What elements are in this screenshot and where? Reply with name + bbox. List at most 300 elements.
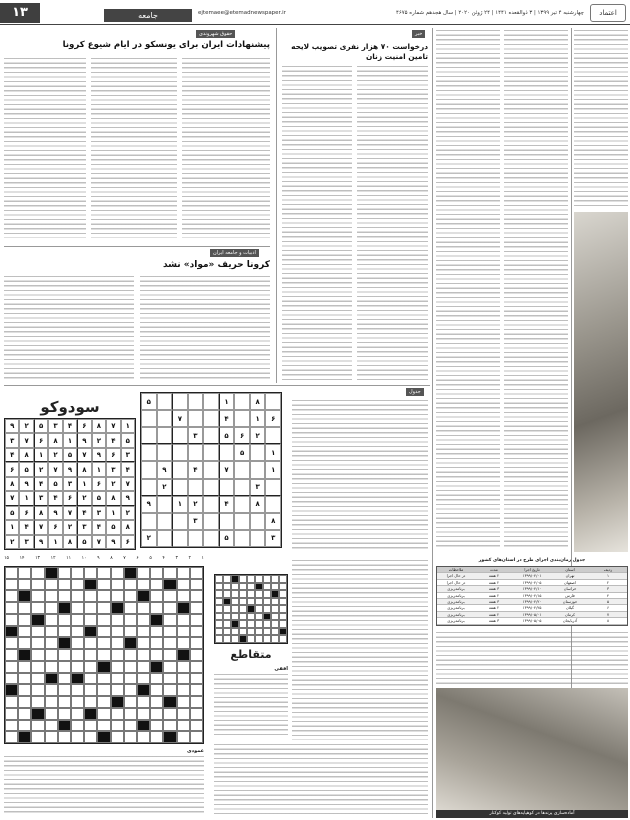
divider [4, 385, 430, 386]
sudoku-cell: ۵ [19, 462, 33, 476]
crossword-cell[interactable] [84, 684, 97, 696]
crossword-cell[interactable] [97, 590, 110, 602]
sudoku-cell[interactable] [265, 496, 281, 513]
sudoku-cell[interactable] [203, 427, 219, 444]
crossword-cell[interactable] [71, 649, 84, 661]
crossword-cell[interactable] [111, 708, 124, 720]
crossword-cell[interactable] [163, 673, 176, 685]
crossword-cell[interactable] [31, 720, 44, 732]
crossword-cell[interactable] [190, 673, 203, 685]
crossword-cell[interactable] [137, 661, 150, 673]
crossword-cell[interactable] [150, 626, 163, 638]
crossword-cell[interactable] [190, 731, 203, 743]
crossword-cell[interactable] [97, 626, 110, 638]
crossword-cell[interactable] [84, 590, 97, 602]
crossword-cell[interactable] [71, 708, 84, 720]
crossword-cell[interactable] [97, 720, 110, 732]
crossword-cell[interactable] [150, 720, 163, 732]
crossword-cell[interactable] [31, 731, 44, 743]
sudoku-cell[interactable]: ۳ [188, 427, 204, 444]
crossword-cell[interactable] [137, 673, 150, 685]
crossword-cell[interactable] [71, 696, 84, 708]
crossword-cell[interactable] [124, 684, 137, 696]
crossword-cell[interactable] [71, 731, 84, 743]
sudoku-cell[interactable] [219, 479, 235, 496]
article-body-col-2 [504, 30, 568, 550]
crossword-cell[interactable] [124, 590, 137, 602]
crossword-cell[interactable] [71, 626, 84, 638]
sudoku-cell[interactable]: ۹ [157, 461, 173, 478]
sudoku-cell[interactable] [219, 444, 235, 461]
crossword-cell[interactable] [18, 684, 31, 696]
crossword-cell[interactable] [5, 567, 18, 579]
crossword-cell[interactable] [45, 626, 58, 638]
sudoku-cell[interactable] [172, 479, 188, 496]
sudoku-cell[interactable]: ۶ [265, 410, 281, 427]
crossword-cell[interactable] [45, 649, 58, 661]
crossword-cell[interactable] [111, 637, 124, 649]
crossword-cell[interactable] [190, 661, 203, 673]
crossword-black-cell [31, 614, 44, 626]
crossword-cell[interactable] [84, 567, 97, 579]
sudoku-cell[interactable]: ۴ [219, 496, 235, 513]
crossword-cell[interactable] [150, 708, 163, 720]
crossword-cell[interactable] [5, 637, 18, 649]
sudoku-cell[interactable] [141, 427, 157, 444]
sudoku-cell[interactable] [234, 496, 250, 513]
crossword-cell[interactable] [18, 673, 31, 685]
sudoku-cell: ۸ [77, 462, 91, 476]
sudoku-cell[interactable]: ۱ [172, 496, 188, 513]
crossword-grid[interactable] [4, 566, 204, 744]
crossword-cell[interactable] [84, 696, 97, 708]
table-cell: ۲ هفته [488, 592, 500, 598]
crossword-cell[interactable] [124, 661, 137, 673]
crossword-cell[interactable] [18, 579, 31, 591]
crossword-cell[interactable] [18, 720, 31, 732]
sudoku-cell[interactable] [141, 513, 157, 530]
sudoku-cell[interactable]: ۸ [265, 513, 281, 530]
crossword-cell[interactable] [190, 626, 203, 638]
crossword-cell[interactable] [111, 649, 124, 661]
sudoku-cell[interactable] [203, 513, 219, 530]
sudoku-cell[interactable] [188, 444, 204, 461]
crossword-cell[interactable] [190, 649, 203, 661]
crossword-cell[interactable] [58, 614, 71, 626]
crossword-cell[interactable] [97, 579, 110, 591]
crossword-cell[interactable] [150, 673, 163, 685]
crossword-cell[interactable] [97, 696, 110, 708]
crossword-cell[interactable] [150, 684, 163, 696]
table-cell: خوزستان [562, 598, 578, 604]
bottom-photo [436, 688, 628, 810]
sudoku-cell[interactable]: ۱ [265, 444, 281, 461]
crossword-cell[interactable] [177, 731, 190, 743]
crossword-cell[interactable] [84, 731, 97, 743]
sudoku-cell[interactable] [157, 444, 173, 461]
crossword-cell[interactable] [31, 579, 44, 591]
crossword-cell[interactable] [124, 626, 137, 638]
crossword-cell[interactable] [177, 626, 190, 638]
crossword-cell[interactable] [97, 614, 110, 626]
sudoku-cell[interactable] [141, 479, 157, 496]
crossword-cell[interactable] [18, 626, 31, 638]
sudoku-cell[interactable] [203, 444, 219, 461]
sudoku-cell[interactable] [141, 444, 157, 461]
solution-cell [231, 635, 239, 643]
sudoku-cell[interactable]: ۲ [141, 530, 157, 547]
crossword-cell[interactable] [18, 637, 31, 649]
left-mid-kicker: ادبیات و جامعه ایران [210, 249, 259, 257]
crossword-cell[interactable] [190, 590, 203, 602]
crossword-cell[interactable] [31, 567, 44, 579]
crossword-cell[interactable] [137, 637, 150, 649]
crossword-cell[interactable] [190, 579, 203, 591]
crossword-cell[interactable] [31, 626, 44, 638]
crossword-cell[interactable] [58, 579, 71, 591]
sudoku-cell[interactable]: ۳ [265, 530, 281, 547]
crossword-cell[interactable] [111, 567, 124, 579]
crossword-cell[interactable] [5, 579, 18, 591]
sudoku-cell[interactable] [172, 530, 188, 547]
sudoku-cell[interactable] [172, 393, 188, 410]
crossword-cell[interactable] [31, 661, 44, 673]
sudoku-cell[interactable]: ۳ [250, 479, 266, 496]
solution-cell [231, 628, 239, 636]
crossword-cell[interactable] [58, 696, 71, 708]
sudoku-cell[interactable] [157, 393, 173, 410]
crossword-cell[interactable] [58, 649, 71, 661]
sudoku-cell[interactable] [250, 461, 266, 478]
crossword-cell[interactable] [31, 649, 44, 661]
crossword-cell[interactable] [111, 590, 124, 602]
crossword-cell[interactable] [124, 708, 137, 720]
crossword-cell[interactable] [124, 649, 137, 661]
crossword-cell[interactable] [163, 649, 176, 661]
crossword-cell[interactable] [190, 708, 203, 720]
crossword-cell[interactable] [31, 637, 44, 649]
crossword-cell[interactable] [163, 708, 176, 720]
crossword-cell[interactable] [58, 590, 71, 602]
crossword-cell[interactable] [45, 731, 58, 743]
crossword-cell[interactable] [45, 684, 58, 696]
crossword-cell[interactable] [84, 614, 97, 626]
sudoku-cell[interactable] [234, 410, 250, 427]
crossword-cell[interactable] [18, 602, 31, 614]
crossword-cell[interactable] [177, 673, 190, 685]
crossword-cell[interactable] [124, 673, 137, 685]
sudoku-cell[interactable]: ۵ [141, 393, 157, 410]
sudoku-cell[interactable] [203, 496, 219, 513]
crossword-cell[interactable] [190, 684, 203, 696]
crossword-cell[interactable] [177, 637, 190, 649]
crossword-cell[interactable] [150, 649, 163, 661]
solution-cell [215, 583, 223, 591]
sudoku-cell[interactable] [234, 393, 250, 410]
sudoku-cell[interactable] [203, 530, 219, 547]
sudoku-cell[interactable] [234, 461, 250, 478]
sudoku-cell[interactable] [234, 530, 250, 547]
crossword-cell[interactable] [190, 567, 203, 579]
crossword-cell[interactable] [5, 731, 18, 743]
crossword-cell[interactable] [111, 661, 124, 673]
solution-cell [255, 605, 263, 613]
crossword-cell[interactable] [45, 661, 58, 673]
sudoku-cell: ۶ [63, 491, 77, 505]
sudoku-cell[interactable]: ۸ [250, 393, 266, 410]
crossword-cell[interactable] [137, 567, 150, 579]
sudoku-cell[interactable]: ۴ [219, 410, 235, 427]
crossword-cell[interactable] [18, 614, 31, 626]
crossword-cell[interactable] [177, 567, 190, 579]
crossword-cell[interactable] [177, 579, 190, 591]
sudoku-cell[interactable]: ۷ [172, 410, 188, 427]
crossword-cell[interactable] [111, 684, 124, 696]
sudoku-cell[interactable]: ۱ [265, 461, 281, 478]
crossword-cell[interactable] [5, 661, 18, 673]
crossword-cell[interactable] [163, 720, 176, 732]
crossword-cell[interactable] [163, 684, 176, 696]
crossword-cell[interactable] [5, 708, 18, 720]
crossword-cell[interactable] [124, 579, 137, 591]
sudoku-cell[interactable] [157, 530, 173, 547]
sudoku-cell: ۷ [77, 448, 91, 462]
crossword-cell[interactable] [58, 708, 71, 720]
crossword-cell[interactable] [163, 567, 176, 579]
sudoku-cell[interactable]: ۲ [250, 427, 266, 444]
crossword-cell[interactable] [45, 590, 58, 602]
crossword-cell[interactable] [58, 567, 71, 579]
crossword-cell[interactable] [137, 649, 150, 661]
sudoku-cell[interactable]: ۸ [250, 496, 266, 513]
sudoku-cell[interactable] [203, 461, 219, 478]
crossword-cell[interactable] [177, 590, 190, 602]
sudoku-cell[interactable] [172, 513, 188, 530]
crossword-cell[interactable] [71, 637, 84, 649]
crossword-cell[interactable] [163, 602, 176, 614]
crossword-cell[interactable] [150, 731, 163, 743]
sudoku-puzzle-grid[interactable] [140, 392, 282, 548]
sudoku-cell[interactable] [188, 410, 204, 427]
crossword-cell[interactable] [190, 614, 203, 626]
email-address[interactable]: ejtemaee@etemadnewspaper.ir [198, 10, 286, 16]
crossword-cell[interactable] [71, 567, 84, 579]
crossword-cell[interactable] [45, 696, 58, 708]
crossword-cell[interactable] [177, 720, 190, 732]
crossword-cell[interactable] [5, 590, 18, 602]
crossword-cell[interactable] [150, 567, 163, 579]
sudoku-cell[interactable] [234, 513, 250, 530]
crossword-cell[interactable] [58, 661, 71, 673]
crossword-cell[interactable] [124, 602, 137, 614]
sudoku-cell[interactable]: ۹ [141, 496, 157, 513]
sudoku-cell[interactable] [250, 530, 266, 547]
sudoku-cell[interactable] [250, 444, 266, 461]
crossword-cell[interactable] [97, 567, 110, 579]
crossword-cell[interactable] [45, 579, 58, 591]
sudoku-cell[interactable] [157, 513, 173, 530]
sudoku-cell[interactable] [203, 479, 219, 496]
sudoku-cell: ۴ [48, 491, 62, 505]
crossword-cell[interactable] [71, 720, 84, 732]
crossword-cell[interactable] [97, 684, 110, 696]
sudoku-cell: ۸ [106, 491, 120, 505]
crossword-cell[interactable] [163, 614, 176, 626]
crossword-cell[interactable] [84, 602, 97, 614]
crossword-cell[interactable] [58, 731, 71, 743]
crossword-cell[interactable] [163, 626, 176, 638]
crossword-cell[interactable] [137, 614, 150, 626]
crossword-cell[interactable] [45, 602, 58, 614]
sudoku-cell[interactable] [188, 479, 204, 496]
crossword-cell[interactable] [150, 637, 163, 649]
crossword-cell[interactable] [45, 708, 58, 720]
crossword-cell[interactable] [150, 590, 163, 602]
crossword-cell[interactable] [45, 720, 58, 732]
crossword-cell[interactable] [31, 684, 44, 696]
crossword-cell[interactable] [124, 614, 137, 626]
crossword-cell[interactable] [137, 626, 150, 638]
crossword-cell[interactable] [177, 661, 190, 673]
sudoku-cell[interactable] [234, 479, 250, 496]
crossword-cell[interactable] [5, 602, 18, 614]
sudoku-cell[interactable] [188, 393, 204, 410]
sudoku-cell[interactable]: ۶ [234, 427, 250, 444]
crossword-cell[interactable] [190, 602, 203, 614]
sudoku-cell: ۱ [48, 535, 62, 549]
crossword-cell[interactable] [31, 673, 44, 685]
crossword-cell[interactable] [111, 579, 124, 591]
crossword-cell[interactable] [111, 720, 124, 732]
crossword-cell[interactable] [150, 602, 163, 614]
crossword-cell[interactable] [190, 637, 203, 649]
sudoku-cell[interactable] [265, 479, 281, 496]
crossword-cell[interactable] [163, 637, 176, 649]
crossword-cell[interactable] [177, 684, 190, 696]
crossword-cell[interactable] [31, 696, 44, 708]
crossword-cell[interactable] [71, 579, 84, 591]
sudoku-cell: ۴ [106, 433, 120, 447]
header-divider [0, 24, 630, 25]
crossword-cell[interactable] [58, 684, 71, 696]
crossword-cell[interactable] [137, 731, 150, 743]
sudoku-cell[interactable] [157, 496, 173, 513]
crossword-cell[interactable] [137, 579, 150, 591]
crossword-cell[interactable] [84, 637, 97, 649]
crossword-cell[interactable] [18, 567, 31, 579]
crossword-cell[interactable] [111, 673, 124, 685]
table-header-cell: استان [565, 567, 575, 572]
crossword-cell[interactable] [58, 673, 71, 685]
crossword-cell[interactable] [111, 731, 124, 743]
crossword-cell[interactable] [18, 661, 31, 673]
crossword-cell[interactable] [84, 661, 97, 673]
crossword-cell[interactable] [58, 626, 71, 638]
crossword-cell[interactable] [177, 708, 190, 720]
sudoku-cell[interactable] [157, 410, 173, 427]
solution-cell [255, 598, 263, 606]
crossword-cell[interactable] [45, 614, 58, 626]
sudoku-cell[interactable]: ۵ [219, 427, 235, 444]
crossword-cell[interactable] [124, 720, 137, 732]
crossword-cell[interactable] [190, 720, 203, 732]
crossword-cell[interactable] [71, 684, 84, 696]
crossword-cell[interactable] [163, 590, 176, 602]
sudoku-cell[interactable]: ۱ [219, 393, 235, 410]
crossword-cell[interactable] [97, 637, 110, 649]
crossword-cell[interactable] [137, 602, 150, 614]
sudoku-cell[interactable] [219, 513, 235, 530]
crossword-cell[interactable] [150, 696, 163, 708]
sudoku-cell[interactable]: ۴ [188, 461, 204, 478]
sudoku-cell[interactable]: ۲ [188, 496, 204, 513]
sudoku-cell[interactable]: ۵ [219, 530, 235, 547]
crossword-cell[interactable] [84, 720, 97, 732]
crossword-cell[interactable] [97, 649, 110, 661]
crossword-cell[interactable] [97, 602, 110, 614]
sudoku-cell[interactable] [141, 410, 157, 427]
crossword-cell[interactable] [18, 696, 31, 708]
crossword-cell[interactable] [163, 661, 176, 673]
sudoku-cell[interactable] [172, 461, 188, 478]
crossword-cell[interactable] [18, 708, 31, 720]
crossword-cell[interactable] [124, 696, 137, 708]
crossword-cell[interactable] [84, 649, 97, 661]
crossword-cell[interactable] [31, 602, 44, 614]
sudoku-cell[interactable] [203, 393, 219, 410]
crossword-cell[interactable] [71, 661, 84, 673]
crossword-cell[interactable] [84, 673, 97, 685]
article-photo [574, 212, 628, 552]
crossword-cell[interactable] [5, 720, 18, 732]
sudoku-cell[interactable]: ۷ [219, 461, 235, 478]
sudoku-cell[interactable] [203, 410, 219, 427]
sudoku-cell[interactable] [265, 427, 281, 444]
sudoku-cell[interactable]: ۳ [188, 513, 204, 530]
sudoku-cell[interactable]: ۵ [234, 444, 250, 461]
crossword-cell[interactable] [5, 649, 18, 661]
sudoku-cell[interactable]: ۱ [250, 410, 266, 427]
crossword-cell[interactable] [111, 626, 124, 638]
sudoku-cell[interactable] [172, 444, 188, 461]
crossword-cell[interactable] [190, 696, 203, 708]
crossword-cell[interactable] [71, 602, 84, 614]
crossword-cell[interactable] [177, 696, 190, 708]
crossword-cell[interactable] [71, 614, 84, 626]
crossword-cell[interactable] [97, 708, 110, 720]
crossword-cell[interactable] [97, 673, 110, 685]
crossword-cell[interactable] [111, 614, 124, 626]
crossword-cell[interactable] [5, 673, 18, 685]
crossword-cell[interactable] [45, 637, 58, 649]
sudoku-cell[interactable] [157, 427, 173, 444]
crossword-cell[interactable] [5, 696, 18, 708]
crossword-cell[interactable] [31, 590, 44, 602]
sudoku-cell[interactable] [141, 461, 157, 478]
sudoku-cell[interactable]: ۲ [157, 479, 173, 496]
sudoku-cell[interactable] [188, 530, 204, 547]
sudoku-cell[interactable] [250, 513, 266, 530]
crossword-cell[interactable] [71, 590, 84, 602]
crossword-cell[interactable] [137, 696, 150, 708]
crossword-cell[interactable] [5, 614, 18, 626]
sudoku-cell[interactable] [172, 427, 188, 444]
crossword-cell[interactable] [124, 731, 137, 743]
sudoku-cell[interactable] [265, 393, 281, 410]
crossword-cell[interactable] [150, 579, 163, 591]
crossword-cell[interactable] [137, 708, 150, 720]
crossword-cell[interactable] [177, 614, 190, 626]
